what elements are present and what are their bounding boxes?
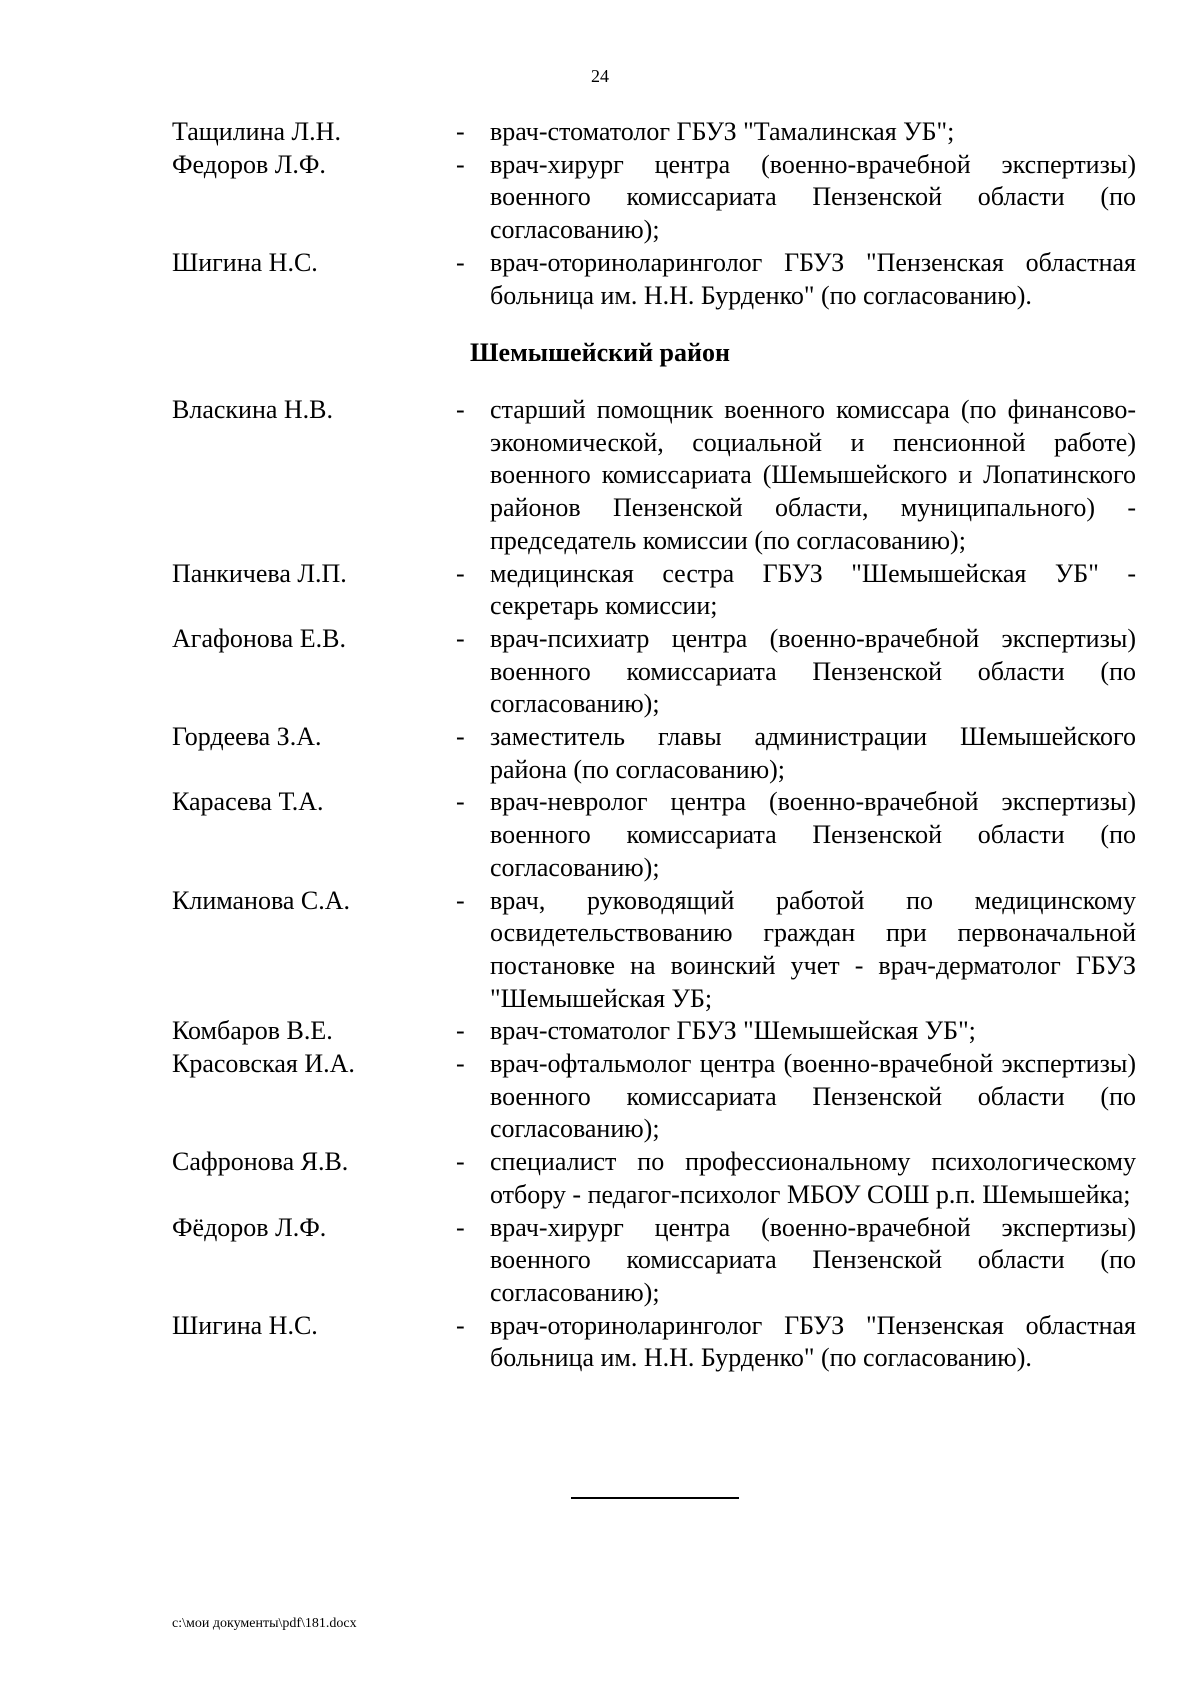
list-item [0,623,1200,721]
member-role: старший помощник военного комиссара (по финансово-экономической, социальной и пенсионной работе) военного комиссариата (Шемышейского и Лопатинского районов Пензенской области, муниципального) - председатель комиссии (по согласованию); [490,395,1136,555]
member-name: Федоров Л.Ф. [172,149,326,179]
footer-file-path: c:\мои документы\pdf\181.docx [172,1616,357,1631]
member-role: врач-хирург центра (военно-врачебной экспертизы) военного комиссариата Пензенской области (по согласованию); [490,149,1136,245]
member-list-top [0,116,1200,312]
list-item [0,1212,1200,1310]
member-role: врач-оториноларинголог ГБУЗ "Пензенская областная больница им. Н.Н. Бурденко" (по согласованию). [490,247,1136,310]
dash-separator: - [456,1310,465,1340]
dash-separator: - [456,623,465,653]
member-role: врач-хирург центра (военно-врачебной экспертизы) военного комиссариата Пензенской области (по согласованию); [490,1212,1136,1307]
list-item [0,149,1200,247]
member-name: Шигина Н.С. [172,1310,318,1340]
member-name: Власкина Н.В. [172,395,334,424]
dash-separator: - [456,1049,465,1079]
member-name: Фёдоров Л.Ф. [172,1212,327,1242]
page-number: 24 [591,66,609,86]
list-item [0,116,1200,149]
list-item [0,786,1200,884]
dash-separator: - [456,1016,465,1046]
member-name: Красовская И.А. [172,1049,355,1079]
member-name: Агафонова Е.В. [172,623,346,653]
member-role: специалист по профессиональному психологическому отбору - педагог-психолог МБОУ СОШ р.п. Шемышейка; [490,1147,1136,1209]
member-role: врач-офтальмолог центра (военно-врачебной экспертизы) военного комиссариата Пензенской области (по согласованию); [490,1049,1136,1144]
member-role: заместитель главы администрации Шемышейского района (по согласованию); [490,722,1136,784]
dash-separator: - [456,117,465,146]
dash-separator: - [456,247,465,277]
member-name: Сафронова Я.В. [172,1147,349,1177]
dash-separator: - [456,1212,465,1242]
member-name: Климанова С.А. [172,885,351,915]
list-item [0,885,1200,1016]
dash-separator: - [456,149,465,179]
list-item [0,558,1200,623]
end-of-list-rule [571,1497,739,1499]
dash-separator: - [456,1147,465,1177]
member-name: Комбаров В.Е. [172,1016,333,1046]
list-item [0,1310,1200,1375]
member-role: врач-психиатр центра (военно-врачебной экспертизы) военного комиссариата Пензенской области (по согласованию); [490,623,1136,719]
dash-separator: - [456,395,465,424]
list-item [0,247,1200,312]
member-role: врач-невролог центра (военно-врачебной экспертизы) военного комиссариата Пензенской области (по согласованию); [490,787,1136,882]
member-role: врач-оториноларинголог ГБУЗ "Пензенская областная больница им. Н.Н. Бурденко" (по согласованию). [490,1310,1136,1373]
dash-separator: - [456,885,465,915]
dash-separator: - [456,558,465,588]
list-item [0,1048,1200,1146]
member-name: Гордеева З.А. [172,722,322,752]
list-item [0,721,1200,786]
member-name: Панкичева Л.П. [172,558,347,588]
member-role: врач, руководящий работой по медицинскому освидетельствованию граждан при первоначальной постановке на воинский учет - врач-дерматолог ГБУЗ "Шемышейская УБ; [490,885,1136,1013]
member-list-main [0,394,1200,1375]
section-title: Шемышейский район [470,338,730,367]
member-role: медицинская сестра ГБУЗ "Шемышейская УБ" - секретарь комиссии; [490,558,1136,621]
member-role: врач-стоматолог ГБУЗ "Шемышейская УБ"; [490,1016,976,1046]
list-item [0,1146,1200,1211]
member-name: Карасева Т.А. [172,787,324,817]
dash-separator: - [456,787,465,817]
member-name: Шигина Н.С. [172,247,318,277]
member-role: врач-стоматолог ГБУЗ "Тамалинская УБ"; [490,117,955,146]
list-item [0,394,1200,558]
dash-separator: - [456,722,465,752]
list-item [0,1015,1200,1048]
member-name: Тащилина Л.Н. [172,117,341,146]
